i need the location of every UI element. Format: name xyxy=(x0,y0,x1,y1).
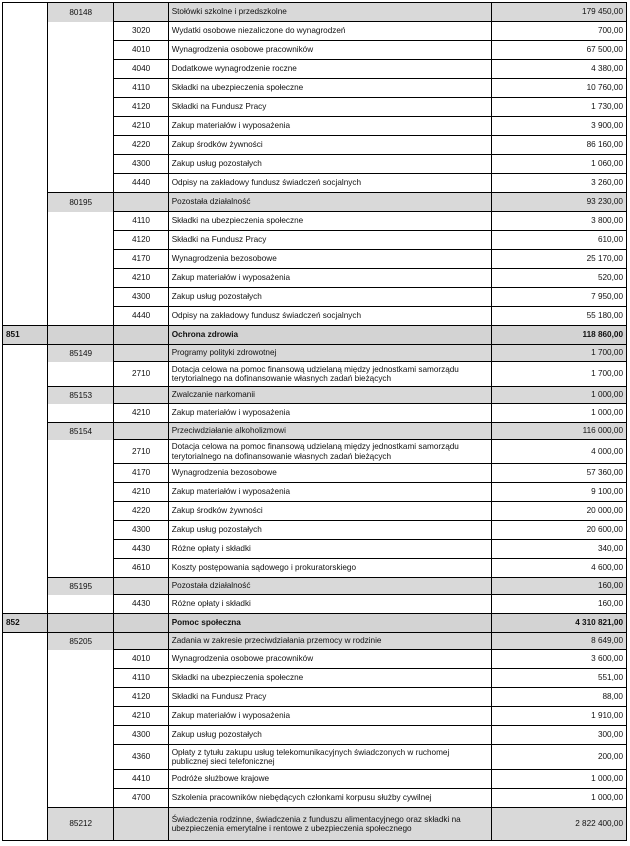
kwota-cell: 1 060,00 xyxy=(491,155,626,174)
nazwa-cell: Zwalczanie narkomanii xyxy=(168,387,491,404)
paragraf-cell xyxy=(114,808,168,841)
paragraf-cell: 4210 xyxy=(114,269,168,288)
nazwa-cell: Dotacja celowa na pomoc finansową udzielaną między jednostkami samorządu terytorialnego na dofinansowanie własnych zadań bieżących xyxy=(168,440,491,464)
paragraf-cell: 4430 xyxy=(114,540,168,559)
nazwa-cell: Podróże służbowe krajowe xyxy=(168,770,491,789)
nazwa-cell: Ochrona zdrowia xyxy=(168,326,491,345)
paragraf-cell: 4010 xyxy=(114,650,168,669)
dzial-cell xyxy=(3,60,48,79)
item-row xyxy=(3,688,627,707)
nazwa-cell: Zakup materiałów i wyposażenia xyxy=(168,269,491,288)
kwota-cell: 160,00 xyxy=(491,578,626,595)
nazwa-cell: Zakup materiałów i wyposażenia xyxy=(168,404,491,423)
rozdzial-cell xyxy=(48,614,114,633)
paragraf-cell: 4040 xyxy=(114,60,168,79)
kwota-cell: 4 380,00 xyxy=(491,60,626,79)
rozdzial-cell xyxy=(48,770,114,789)
kwota-cell: 551,00 xyxy=(491,669,626,688)
dzial-cell xyxy=(3,193,48,212)
nazwa-cell: Wydatki osobowe niezaliczone do wynagrodzeń xyxy=(168,22,491,41)
item-row xyxy=(3,155,627,174)
item-row xyxy=(3,521,627,540)
section-row xyxy=(3,614,627,633)
kwota-cell: 700,00 xyxy=(491,22,626,41)
kwota-cell: 88,00 xyxy=(491,688,626,707)
nazwa-cell: Zakup usług pozostałych xyxy=(168,288,491,307)
dzial-cell xyxy=(3,789,48,808)
rozdzial-cell xyxy=(48,707,114,726)
paragraf-cell: 4170 xyxy=(114,464,168,483)
rozdzial-cell: 85153 xyxy=(48,387,114,404)
subsection-row xyxy=(3,633,627,650)
nazwa-cell: Wynagrodzenia bezosobowe xyxy=(168,464,491,483)
rozdzial-cell: 85212 xyxy=(48,808,114,841)
dzial-cell xyxy=(3,250,48,269)
kwota-cell: 4 000,00 xyxy=(491,440,626,464)
dzial-cell xyxy=(3,502,48,521)
item-row xyxy=(3,440,627,464)
nazwa-cell: Programy polityki zdrowotnej xyxy=(168,345,491,362)
dzial-cell xyxy=(3,521,48,540)
paragraf-cell: 4120 xyxy=(114,98,168,117)
item-row xyxy=(3,250,627,269)
nazwa-cell: Wynagrodzenia osobowe pracowników xyxy=(168,41,491,60)
paragraf-cell: 4210 xyxy=(114,404,168,423)
subsection-row xyxy=(3,423,627,440)
nazwa-cell: Dotacja celowa na pomoc finansową udzielaną między jednostkami samorządu terytorialnego na dofinansowanie własnych zadań bieżących xyxy=(168,362,491,387)
nazwa-cell: Szkolenia pracowników niebędących członkami korpusu służby cywilnej xyxy=(168,789,491,808)
kwota-cell: 3 800,00 xyxy=(491,212,626,231)
kwota-cell: 1 000,00 xyxy=(491,770,626,789)
item-row xyxy=(3,559,627,578)
kwota-cell: 340,00 xyxy=(491,540,626,559)
dzial-cell xyxy=(3,483,48,502)
paragraf-cell: 4360 xyxy=(114,745,168,770)
rozdzial-cell xyxy=(48,231,114,250)
rozdzial-cell xyxy=(48,98,114,117)
item-row xyxy=(3,307,627,326)
subsection-row xyxy=(3,345,627,362)
rozdzial-cell xyxy=(48,464,114,483)
dzial-cell xyxy=(3,362,48,387)
rozdzial-cell xyxy=(48,79,114,98)
paragraf-cell: 3020 xyxy=(114,22,168,41)
item-row xyxy=(3,540,627,559)
paragraf-cell: 4170 xyxy=(114,250,168,269)
nazwa-cell: Świadczenia rodzinne, świadczenia z funduszu alimentacyjnego oraz składki na ubezpieczenia emerytalne i rentowe z ubezpieczenia społecznego xyxy=(168,808,491,841)
paragraf-cell xyxy=(114,614,168,633)
dzial-cell xyxy=(3,345,48,362)
rozdzial-cell xyxy=(48,404,114,423)
rozdzial-cell xyxy=(48,688,114,707)
rozdzial-cell xyxy=(48,650,114,669)
kwota-cell: 67 500,00 xyxy=(491,41,626,60)
nazwa-cell: Zakup materiałów i wyposażenia xyxy=(168,117,491,136)
dzial-cell xyxy=(3,404,48,423)
item-row xyxy=(3,502,627,521)
nazwa-cell: Zakup środków żywności xyxy=(168,502,491,521)
rozdzial-cell xyxy=(48,483,114,502)
rozdzial-cell xyxy=(48,521,114,540)
paragraf-cell xyxy=(114,345,168,362)
rozdzial-cell xyxy=(48,789,114,808)
rozdzial-cell xyxy=(48,726,114,745)
subsection-row xyxy=(3,387,627,404)
rozdzial-cell xyxy=(48,745,114,770)
dzial-cell xyxy=(3,440,48,464)
dzial-cell xyxy=(3,3,48,22)
kwota-cell: 55 180,00 xyxy=(491,307,626,326)
paragraf-cell xyxy=(114,578,168,595)
rozdzial-cell xyxy=(48,440,114,464)
dzial-cell xyxy=(3,688,48,707)
dzial-cell xyxy=(3,707,48,726)
kwota-cell: 2 822 400,00 xyxy=(491,808,626,841)
paragraf-cell: 4110 xyxy=(114,669,168,688)
rozdzial-cell xyxy=(48,136,114,155)
rozdzial-cell: 80195 xyxy=(48,193,114,212)
rozdzial-cell: 85154 xyxy=(48,423,114,440)
dzial-cell xyxy=(3,650,48,669)
kwota-cell: 1 000,00 xyxy=(491,387,626,404)
rozdzial-cell xyxy=(48,669,114,688)
subsection-row xyxy=(3,578,627,595)
rozdzial-cell xyxy=(48,362,114,387)
dzial-cell xyxy=(3,307,48,326)
paragraf-cell: 4610 xyxy=(114,559,168,578)
budget-document xyxy=(2,2,627,841)
paragraf-cell: 2710 xyxy=(114,362,168,387)
item-row xyxy=(3,464,627,483)
nazwa-cell: Składki na ubezpieczenia społeczne xyxy=(168,669,491,688)
paragraf-cell xyxy=(114,193,168,212)
kwota-cell: 3 900,00 xyxy=(491,117,626,136)
item-row xyxy=(3,362,627,387)
paragraf-cell xyxy=(114,423,168,440)
kwota-cell: 1 910,00 xyxy=(491,707,626,726)
kwota-cell: 1 700,00 xyxy=(491,362,626,387)
dzial-cell xyxy=(3,540,48,559)
rozdzial-cell xyxy=(48,174,114,193)
kwota-cell: 610,00 xyxy=(491,231,626,250)
dzial-cell xyxy=(3,633,48,650)
paragraf-cell: 4120 xyxy=(114,231,168,250)
dzial-cell xyxy=(3,770,48,789)
rozdzial-cell xyxy=(48,117,114,136)
item-row xyxy=(3,595,627,614)
dzial-cell xyxy=(3,231,48,250)
dzial-cell xyxy=(3,22,48,41)
kwota-cell: 160,00 xyxy=(491,595,626,614)
nazwa-cell: Pozostała działalność xyxy=(168,578,491,595)
kwota-cell: 25 170,00 xyxy=(491,250,626,269)
rozdzial-cell: 85205 xyxy=(48,633,114,650)
nazwa-cell: Zakup materiałów i wyposażenia xyxy=(168,483,491,502)
paragraf-cell: 4410 xyxy=(114,770,168,789)
item-row xyxy=(3,707,627,726)
nazwa-cell: Zakup materiałów i wyposażenia xyxy=(168,707,491,726)
rozdzial-cell xyxy=(48,307,114,326)
item-row xyxy=(3,136,627,155)
dzial-cell xyxy=(3,136,48,155)
item-row xyxy=(3,745,627,770)
item-row xyxy=(3,669,627,688)
rozdzial-cell xyxy=(48,60,114,79)
kwota-cell: 1 000,00 xyxy=(491,789,626,808)
item-row xyxy=(3,789,627,808)
nazwa-cell: Składki na Fundusz Pracy xyxy=(168,98,491,117)
dzial-cell: 851 xyxy=(3,326,48,345)
kwota-cell: 93 230,00 xyxy=(491,193,626,212)
kwota-cell: 118 860,00 xyxy=(491,326,626,345)
item-row xyxy=(3,269,627,288)
rozdzial-cell: 85195 xyxy=(48,578,114,595)
budget-rows xyxy=(3,3,627,841)
paragraf-cell: 4430 xyxy=(114,595,168,614)
kwota-cell: 300,00 xyxy=(491,726,626,745)
item-row xyxy=(3,726,627,745)
kwota-cell: 7 950,00 xyxy=(491,288,626,307)
paragraf-cell: 4210 xyxy=(114,117,168,136)
paragraf-cell: 4110 xyxy=(114,79,168,98)
rozdzial-cell xyxy=(48,41,114,60)
nazwa-cell: Opłaty z tytułu zakupu usług telekomunikacyjnych świadczonych w ruchomej publicznej sieci telefonicznej xyxy=(168,745,491,770)
item-row xyxy=(3,212,627,231)
rozdzial-cell xyxy=(48,540,114,559)
kwota-cell: 3 260,00 xyxy=(491,174,626,193)
item-row xyxy=(3,231,627,250)
item-row xyxy=(3,98,627,117)
kwota-cell: 3 600,00 xyxy=(491,650,626,669)
item-row xyxy=(3,288,627,307)
nazwa-cell: Składki na Fundusz Pracy xyxy=(168,688,491,707)
paragraf-cell: 4210 xyxy=(114,483,168,502)
dzial-cell xyxy=(3,41,48,60)
item-row xyxy=(3,404,627,423)
nazwa-cell: Stołówki szkolne i przedszkolne xyxy=(168,3,491,22)
dzial-cell xyxy=(3,595,48,614)
budget-table xyxy=(2,2,627,841)
nazwa-cell: Zakup usług pozostałych xyxy=(168,726,491,745)
item-row xyxy=(3,41,627,60)
dzial-cell xyxy=(3,212,48,231)
paragraf-cell xyxy=(114,633,168,650)
rozdzial-cell: 85149 xyxy=(48,345,114,362)
rozdzial-cell xyxy=(48,559,114,578)
nazwa-cell: Odpisy na zakładowy fundusz świadczeń socjalnych xyxy=(168,307,491,326)
kwota-cell: 10 760,00 xyxy=(491,79,626,98)
dzial-cell xyxy=(3,117,48,136)
rozdzial-cell xyxy=(48,502,114,521)
dzial-cell xyxy=(3,559,48,578)
paragraf-cell xyxy=(114,326,168,345)
nazwa-cell: Zakup usług pozostałych xyxy=(168,155,491,174)
kwota-cell: 520,00 xyxy=(491,269,626,288)
dzial-cell xyxy=(3,79,48,98)
nazwa-cell: Odpisy na zakładowy fundusz świadczeń socjalnych xyxy=(168,174,491,193)
dzial-cell xyxy=(3,288,48,307)
kwota-cell: 116 000,00 xyxy=(491,423,626,440)
kwota-cell: 9 100,00 xyxy=(491,483,626,502)
kwota-cell: 179 450,00 xyxy=(491,3,626,22)
paragraf-cell: 4120 xyxy=(114,688,168,707)
nazwa-cell: Dodatkowe wynagrodzenie roczne xyxy=(168,60,491,79)
kwota-cell: 1 700,00 xyxy=(491,345,626,362)
kwota-cell: 200,00 xyxy=(491,745,626,770)
item-row xyxy=(3,483,627,502)
rozdzial-cell xyxy=(48,250,114,269)
dzial-cell xyxy=(3,387,48,404)
rozdzial-cell xyxy=(48,595,114,614)
paragraf-cell: 4700 xyxy=(114,789,168,808)
subsection-row xyxy=(3,3,627,22)
item-row xyxy=(3,60,627,79)
kwota-cell: 4 310 821,00 xyxy=(491,614,626,633)
paragraf-cell: 4440 xyxy=(114,307,168,326)
item-row xyxy=(3,117,627,136)
nazwa-cell: Zakup usług pozostałych xyxy=(168,521,491,540)
rozdzial-cell xyxy=(48,288,114,307)
dzial-cell xyxy=(3,423,48,440)
kwota-cell: 57 360,00 xyxy=(491,464,626,483)
rozdzial-cell xyxy=(48,22,114,41)
paragraf-cell: 4300 xyxy=(114,155,168,174)
nazwa-cell: Różne opłaty i składki xyxy=(168,595,491,614)
nazwa-cell: Przeciwdziałanie alkoholizmowi xyxy=(168,423,491,440)
item-row xyxy=(3,770,627,789)
nazwa-cell: Składki na ubezpieczenia społeczne xyxy=(168,79,491,98)
paragraf-cell: 4210 xyxy=(114,707,168,726)
kwota-cell: 8 649,00 xyxy=(491,633,626,650)
item-row xyxy=(3,22,627,41)
paragraf-cell: 4010 xyxy=(114,41,168,60)
dzial-cell xyxy=(3,98,48,117)
rozdzial-cell xyxy=(48,269,114,288)
kwota-cell: 1 000,00 xyxy=(491,404,626,423)
kwota-cell: 20 600,00 xyxy=(491,521,626,540)
section-row xyxy=(3,326,627,345)
subsection-row xyxy=(3,193,627,212)
paragraf-cell: 4110 xyxy=(114,212,168,231)
item-row xyxy=(3,650,627,669)
dzial-cell xyxy=(3,745,48,770)
dzial-cell xyxy=(3,269,48,288)
item-row xyxy=(3,174,627,193)
kwota-cell: 1 730,00 xyxy=(491,98,626,117)
item-row xyxy=(3,79,627,98)
paragraf-cell: 4220 xyxy=(114,502,168,521)
paragraf-cell: 4300 xyxy=(114,288,168,307)
paragraf-cell: 4220 xyxy=(114,136,168,155)
paragraf-cell xyxy=(114,387,168,404)
dzial-cell xyxy=(3,174,48,193)
paragraf-cell: 4300 xyxy=(114,726,168,745)
nazwa-cell: Różne opłaty i składki xyxy=(168,540,491,559)
dzial-cell xyxy=(3,808,48,841)
dzial-cell xyxy=(3,155,48,174)
nazwa-cell: Zadania w zakresie przeciwdziałania przemocy w rodzinie xyxy=(168,633,491,650)
kwota-cell: 4 600,00 xyxy=(491,559,626,578)
nazwa-cell: Wynagrodzenia osobowe pracowników xyxy=(168,650,491,669)
kwota-cell: 20 000,00 xyxy=(491,502,626,521)
nazwa-cell: Zakup środków żywności xyxy=(168,136,491,155)
dzial-cell xyxy=(3,669,48,688)
dzial-cell: 852 xyxy=(3,614,48,633)
paragraf-cell: 4440 xyxy=(114,174,168,193)
kwota-cell: 86 160,00 xyxy=(491,136,626,155)
paragraf-cell xyxy=(114,3,168,22)
dzial-cell xyxy=(3,464,48,483)
nazwa-cell: Wynagrodzenia bezosobowe xyxy=(168,250,491,269)
paragraf-cell: 2710 xyxy=(114,440,168,464)
rozdzial-cell: 80148 xyxy=(48,3,114,22)
rozdzial-cell xyxy=(48,326,114,345)
nazwa-cell: Składki na ubezpieczenia społeczne xyxy=(168,212,491,231)
nazwa-cell: Składki na Fundusz Pracy xyxy=(168,231,491,250)
rozdzial-cell xyxy=(48,155,114,174)
subsection-row xyxy=(3,808,627,841)
dzial-cell xyxy=(3,726,48,745)
paragraf-cell: 4300 xyxy=(114,521,168,540)
nazwa-cell: Pomoc społeczna xyxy=(168,614,491,633)
nazwa-cell: Koszty postępowania sądowego i prokuratorskiego xyxy=(168,559,491,578)
rozdzial-cell xyxy=(48,212,114,231)
nazwa-cell: Pozostała działalność xyxy=(168,193,491,212)
dzial-cell xyxy=(3,578,48,595)
